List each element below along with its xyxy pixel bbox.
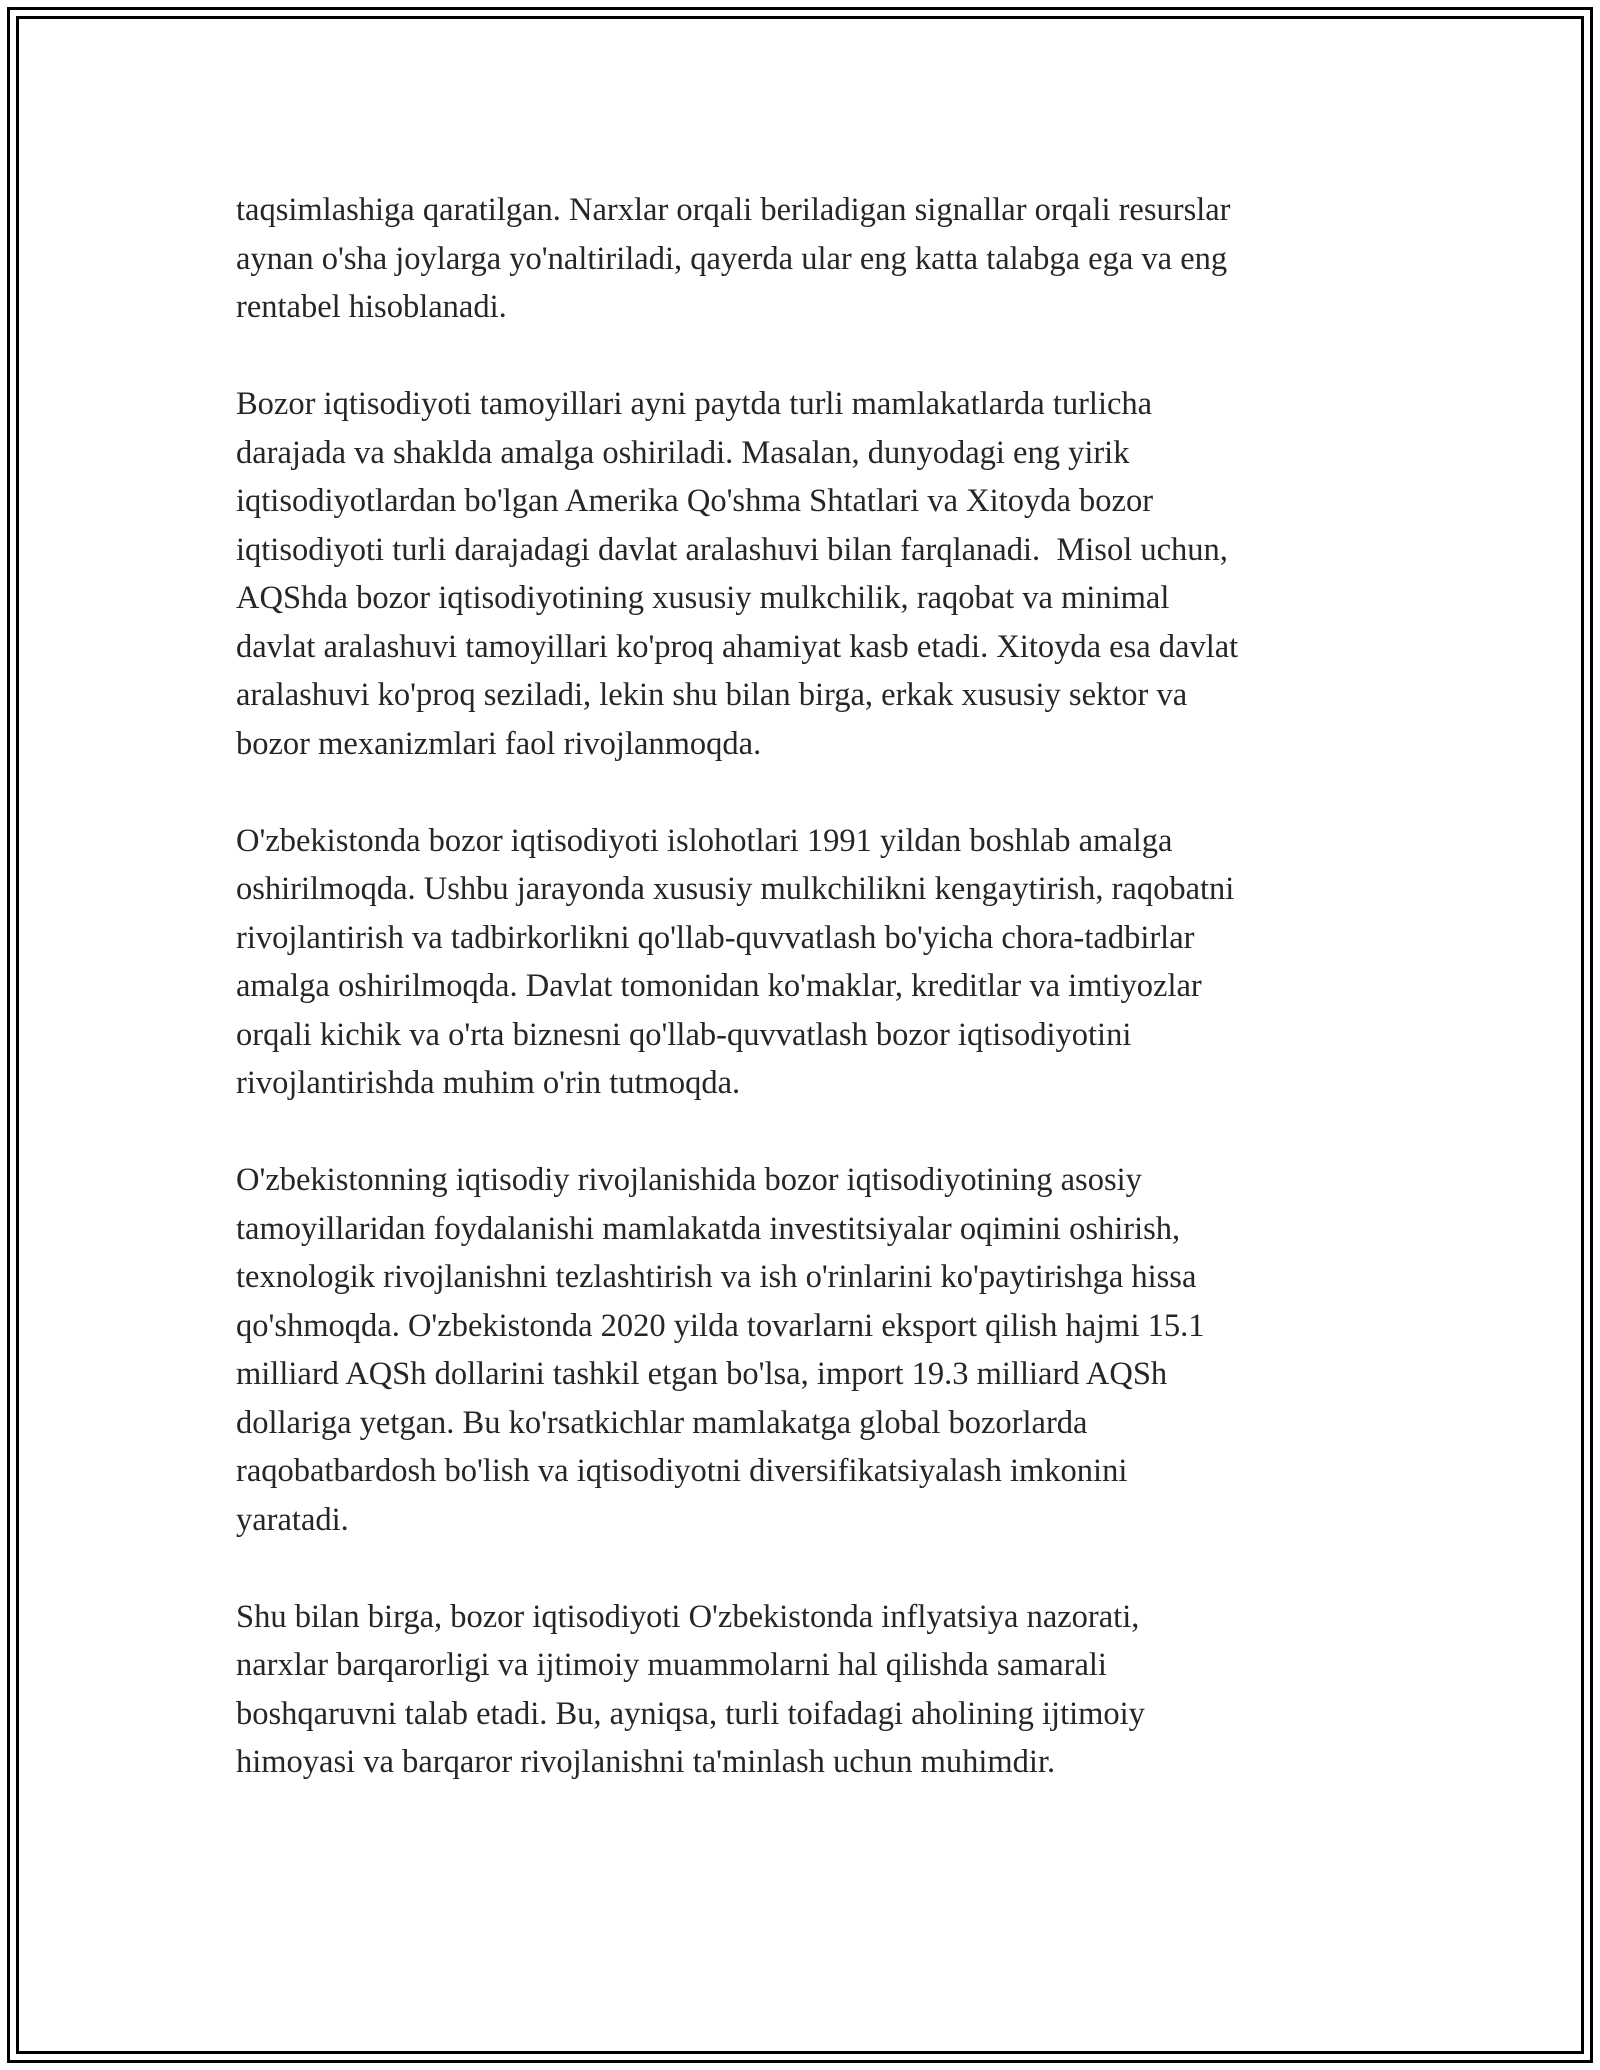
text-line: milliard AQSh dollarini tashkil etgan bo'lsa, import 19.3 milliard AQSh <box>236 1356 1168 1392</box>
text-line: Bozor iqtisodiyoti tamoyillari ayni paytda turli mamlakatlarda turlicha <box>236 386 1153 422</box>
text-line: qo'shmoqda. O'zbekistonda 2020 yilda tovarlarni eksport qilish hajmi 15.1 <box>236 1307 1205 1344</box>
paragraph-spacing <box>236 768 1386 817</box>
text-line: O'zbekistonda bozor iqtisodiyoti islohotlari 1991 yildan boshlab amalga <box>236 822 1173 859</box>
paragraph-4 <box>236 1156 1386 1544</box>
text-line: aynan o'sha joylarga yo'naltiriladi, qayerda ular eng katta talabga ega va eng <box>236 240 1228 277</box>
text-line: O'zbekistonning iqtisodiy rivojlanishida bozor iqtisodiyotining asosiy <box>236 1162 1142 1198</box>
text-line: raqobatbardosh bo'lish va iqtisodiyotni diversifikatsiyalash imkonini <box>236 1453 1128 1489</box>
text-line: texnologik rivojlanishni tezlashtirish va ish o'rinlarini ko'paytirishga hissa <box>236 1259 1197 1295</box>
text-line: Shu bilan birga, bozor iqtisodiyoti O'zbekistonda inflyatsiya nazorati, <box>236 1598 1140 1635</box>
text-line: narxlar barqarorligi va ijtimoiy muammolarni hal qilishda samarali <box>236 1647 1107 1683</box>
paragraph-5 <box>236 1593 1386 1787</box>
text-line: iqtisodiyoti turli darajadagi davlat aralashuvi bilan farqlanadi. Misol uchun, <box>236 531 1228 568</box>
paragraph-spacing <box>236 1544 1386 1593</box>
text-line: aralashuvi ko'proq seziladi, lekin shu bilan birga, erkak xususiy sektor va <box>236 677 1188 713</box>
text-line: tamoyillaridan foydalanishi mamlakatda investitsiyalar oqimini oshirish, <box>236 1210 1181 1247</box>
paragraph-spacing <box>236 1108 1386 1157</box>
text-line: oshirilmoqda. Ushbu jarayonda xususiy mulkchilikni kengaytirish, raqobatni <box>236 871 1235 907</box>
text-line: yaratadi. <box>236 1501 349 1538</box>
text-line: himoyasi va barqaror rivojlanishni ta'minlash uchun muhimdir. <box>236 1744 1056 1780</box>
paragraph-3 <box>236 817 1386 1108</box>
paragraph-spacing <box>236 332 1386 381</box>
text-line: iqtisodiyotlardan bo'lgan Amerika Qo'shma Shtatlari va Xitoyda bozor <box>236 483 1154 519</box>
text-line: rivojlantirish va tadbirkorlikni qo'llab-quvvatlash bo'yicha chora-tadbirlar <box>236 919 1195 956</box>
text-line: dollariga yetgan. Bu ko'rsatkichlar mamlakatga global bozorlarda <box>236 1404 1088 1441</box>
paragraph-2 <box>236 380 1386 768</box>
text-line: taqsimlashiga qaratilgan. Narxlar orqali beriladigan signallar orqali resurslar <box>236 192 1231 228</box>
text-line: bozor mexanizmlari faol rivojlanmoqda. <box>236 725 762 762</box>
text-line: AQShda bozor iqtisodiyotining xususiy mulkchilik, raqobat va minimal <box>236 580 1170 616</box>
paragraph-1 <box>236 186 1386 332</box>
text-line: darajada va shaklda amalga oshiriladi. Masalan, dunyodagi eng yirik <box>236 434 1130 471</box>
text-line: boshqaruvni talab etadi. Bu, ayniqsa, turli toifadagi aholining ijtimoiy <box>236 1695 1145 1732</box>
text-line: rentabel hisoblanadi. <box>236 289 507 325</box>
document-body <box>236 186 1386 1787</box>
text-line: rivojlantirishda muhim o'rin tutmoqda. <box>236 1065 741 1101</box>
text-line: orqali kichik va o'rta biznesni qo'llab-quvvatlash bozor iqtisodiyotini <box>236 1016 1132 1053</box>
text-line: davlat aralashuvi tamoyillari ko'proq ahamiyat kasb etadi. Xitoyda esa davlat <box>236 628 1239 665</box>
text-line: amalga oshirilmoqda. Davlat tomonidan ko'maklar, kreditlar va imtiyozlar <box>236 968 1202 1004</box>
